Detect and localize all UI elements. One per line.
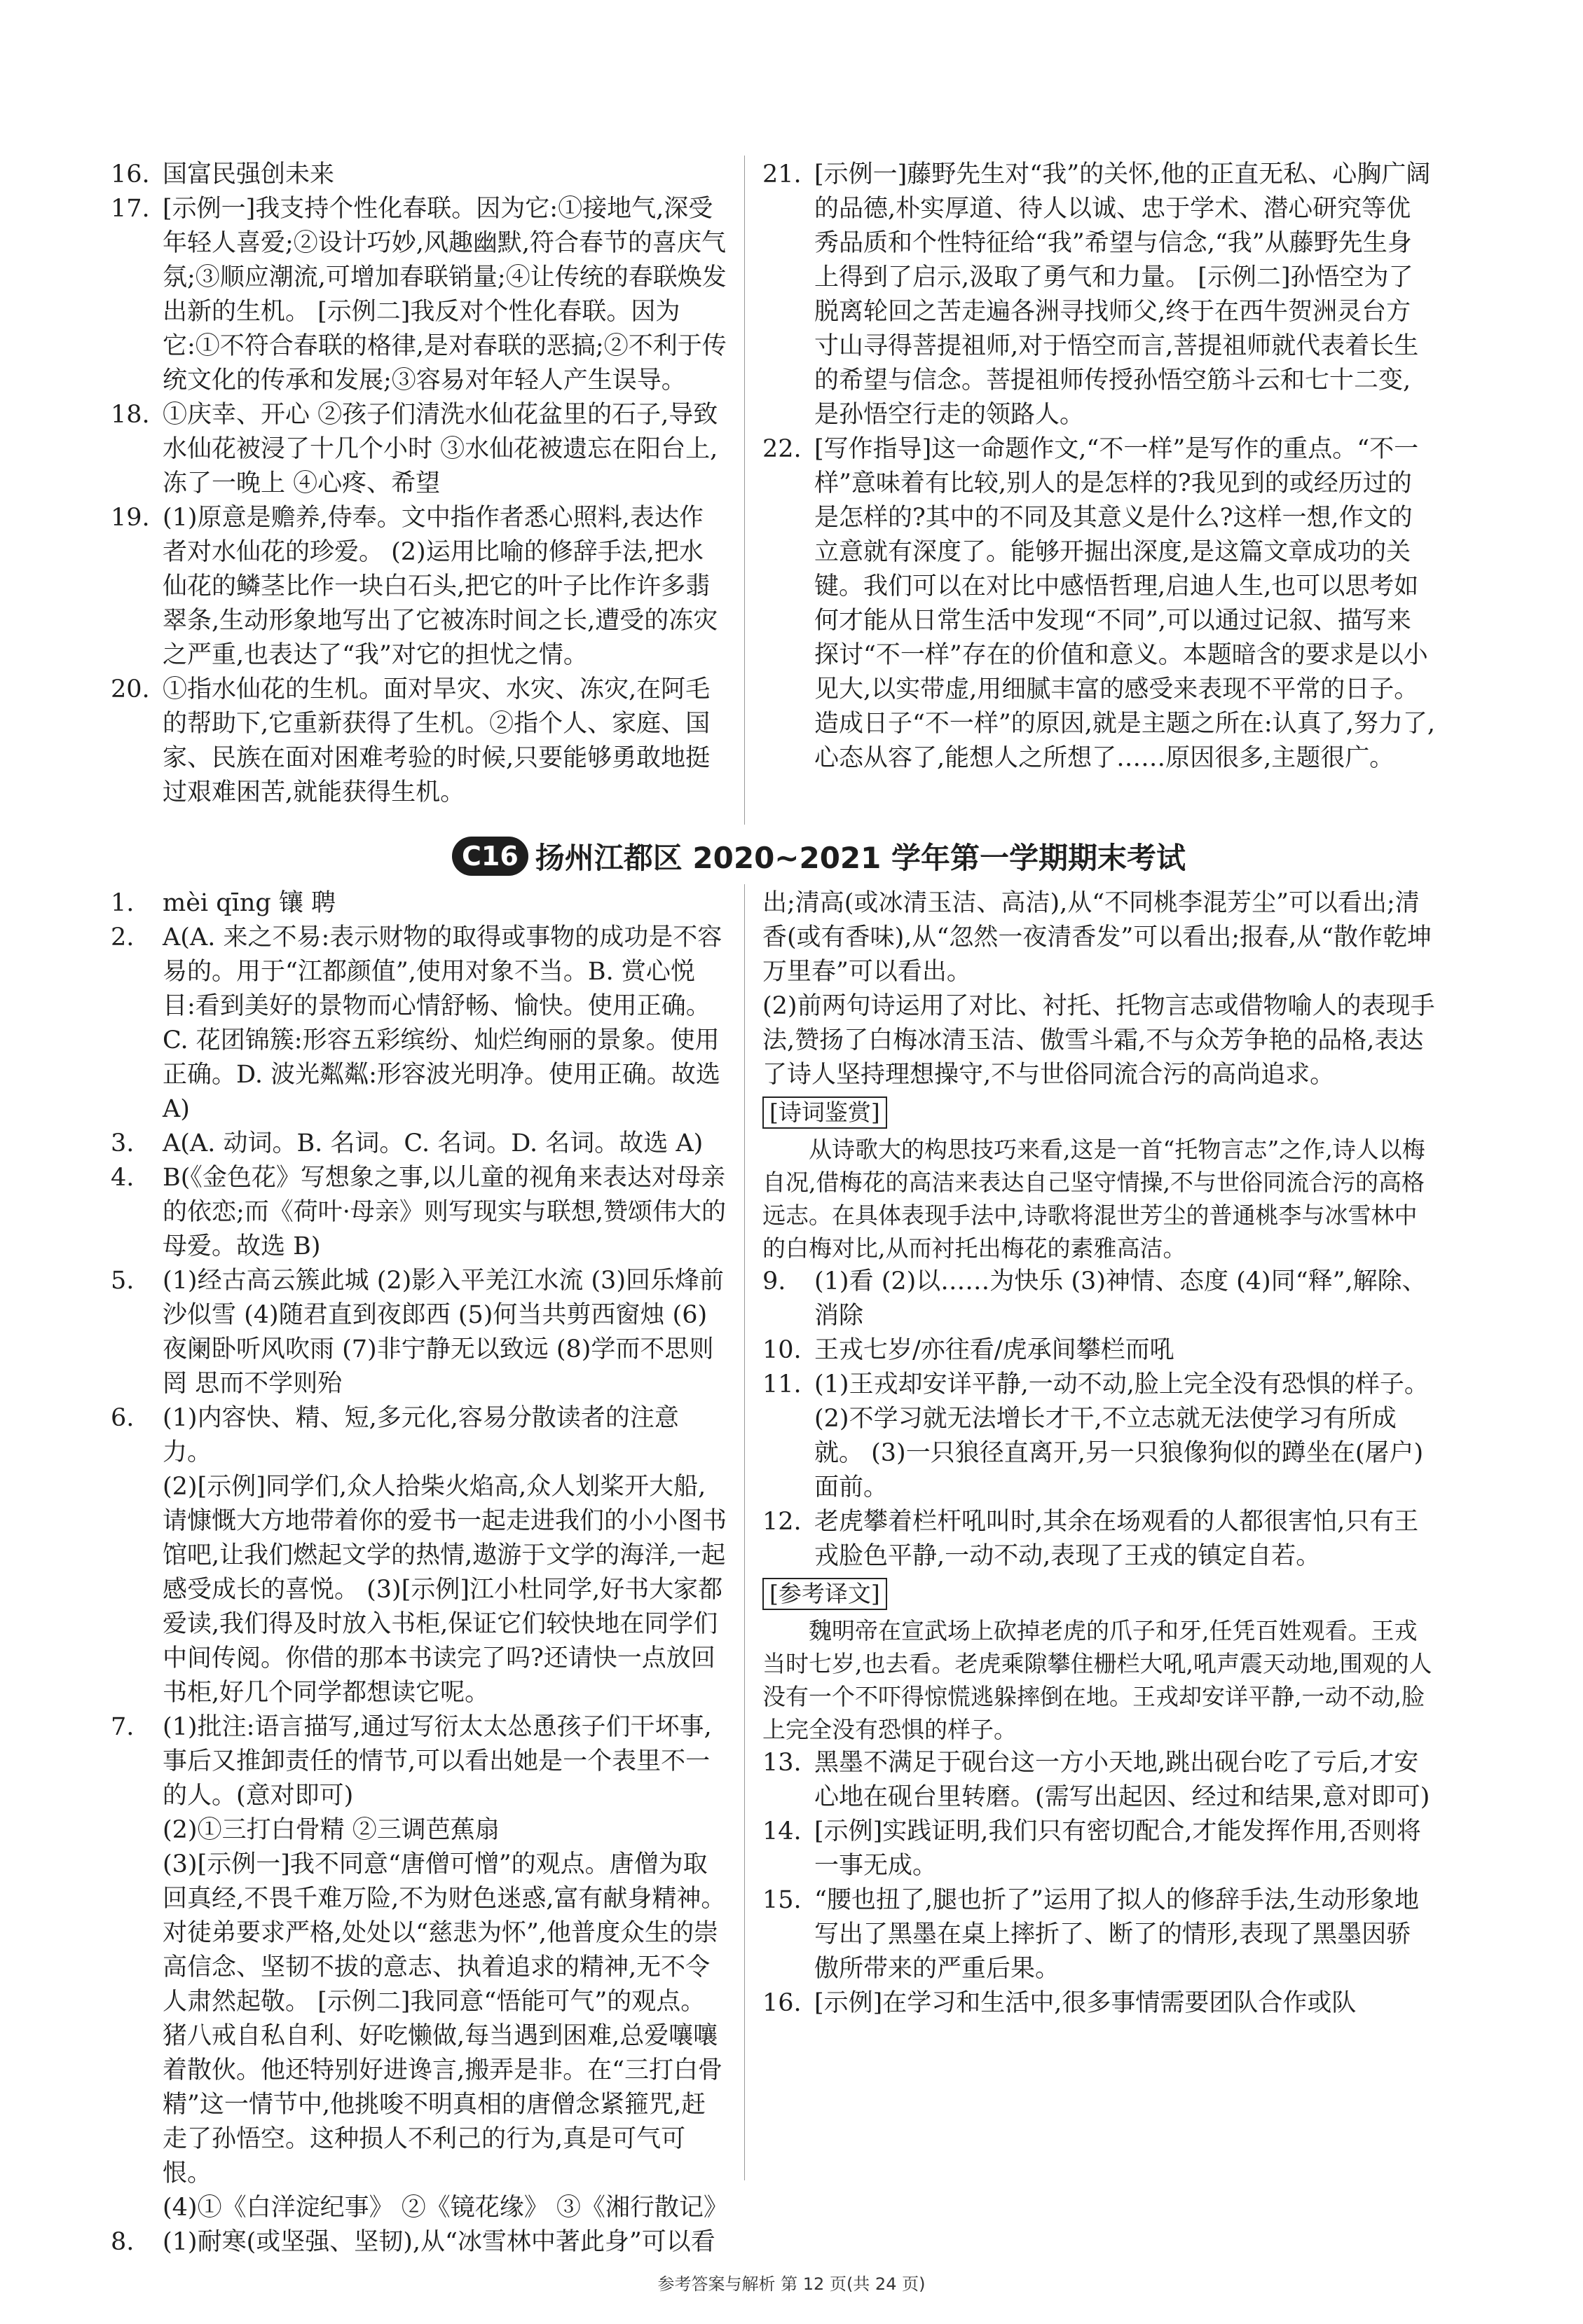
answer-text: (1)内容快、精、短,多元化,容易分散读者的注意力。 (2)[示例]同学们,众人拾柴火焰高,众人划桨开大船,请慷慨大方地带着你的爱书一起走进我们的小小图书馆吧,让我们燃起文学的热情,遨游于文学的海洋,一起感受成长的喜悦。 (3)[示例]江小杜同学,好书大家都爱读,我们得及时放入书柜,保证它们较快地在同学们中间传阅。你借的那本书读完了吗?还请快一点放回书柜,好几个同学都想读它呢。 — [163, 1404, 727, 1707]
answer-item — [111, 921, 727, 1127]
answer-item — [111, 2225, 727, 2260]
answer-number: 17. — [111, 195, 150, 223]
answer-text: mèi qīng 镶 聘 — [163, 889, 336, 917]
answer-number: 7. — [111, 1713, 135, 1741]
answer-number: 15. — [762, 1886, 802, 1914]
answer-text: 黑墨不满足于砚台这一方小天地,跳出砚台吃了亏后,才安心地在砚台里转磨。(需写出起因、经过和结果,意对即可) — [814, 1749, 1430, 1811]
answer-text: (1)耐寒(或坚强、坚韧),从“冰雪林中著此身”可以看 — [163, 2228, 715, 2256]
answer-number: 19. — [111, 504, 150, 532]
answer-item — [762, 1986, 1435, 2021]
answers-top-left — [111, 158, 727, 810]
answer-number: 9. — [762, 1267, 786, 1295]
answer-item — [111, 1401, 727, 1710]
section-badge: C16 — [452, 837, 528, 876]
answer-item — [762, 1368, 1435, 1505]
column-divider — [744, 884, 745, 2180]
answer-number: 20. — [111, 675, 150, 703]
answers-bottom-right — [762, 886, 1435, 2021]
answer-item — [762, 1883, 1435, 1986]
reference-translation-label: [参考译文] — [762, 1578, 887, 1610]
answer-text: 王戎七岁/亦往看/虎承间攀栏而吼 — [814, 1336, 1174, 1364]
answer-number: 16. — [111, 160, 150, 188]
answers-13-16 — [762, 1746, 1435, 2021]
reference-translation-text: 魏明帝在宣武场上砍掉老虎的爪子和牙,任凭百姓观看。王戎当时七岁,也去看。老虎乘隙攀住栅栏大吼,吼声震天动地,围观的人没有一个不吓得惊慌逃躲摔倒在地。王戎却安详平静,一动不动,脸上完全没有恐惧的样子。 — [762, 1617, 1432, 1743]
answer-number: 16. — [762, 1989, 802, 2017]
answer-number: 11. — [762, 1370, 802, 1398]
answer-number: 10. — [762, 1336, 802, 1364]
answer-text: ①庆幸、开心 ②孩子们清洗水仙花盆里的石子,导致水仙花被浸了十几个小时 ③水仙花被遗忘在阳台上,冻了一晚上 ④心疼、希望 — [163, 401, 718, 497]
answer-number: 1. — [111, 889, 135, 917]
answer-item — [762, 158, 1435, 432]
answers-bottom-left — [111, 886, 727, 2260]
answers-top-right — [762, 158, 1435, 776]
answer-number: 22. — [762, 435, 802, 463]
answer-text: (1)批注:语言描写,通过写衍太太怂恿孩子们干坏事,事后又推卸责任的情节,可以看出她是一个表里不一的人。(意对即可) (2)①三打白骨精 ②三调芭蕉扇 (3)[示例一]我不同意“唐僧可憎”的观点。唐僧为取回真经,不畏千难万险,不为财色迷惑,富有献身精神。对徒弟要求严格,处处以“慈悲为怀”,他普度众生的崇高信念、坚韧不拔的意志、执着追求的精神,无不令人肃然起敬。 [示例二]我同意“悟能可气”的观点。猪八戒自私自利、好吃懒做,每当遇到困难,总爱嚷嚷着散伙。他还特别好进谗言,搬弄是非。在“三打白骨精”这一情节中,他挑唆不明真相的唐僧念紧箍咒,赶走了孙悟空。这种损人不利己的行为,真是可气可恨。 (4)①《白洋淀纪事》 ②《镜花缘》 ③《湘行散记》 — [163, 1713, 728, 2222]
answer-item — [111, 158, 727, 192]
answer-item — [762, 1746, 1435, 1815]
answer-item — [111, 1161, 727, 1264]
answer-text: “腰也扭了,腿也折了”运用了拟人的修辞手法,生动形象地写出了黑墨在桌上摔折了、断了的情形,表现了黑墨因骄傲所带来的严重后果。 — [814, 1886, 1420, 1983]
answer-item — [111, 192, 727, 398]
answer-item — [762, 432, 1435, 776]
answer-text: [示例一]我支持个性化春联。因为它:①接地气,深受年轻人喜爱;②设计巧妙,风趣幽默,符合春节的喜庆气氛;③顺应潮流,可增加春联销量;④让传统的春联焕发出新的生机。 [示例二]我反对个性化春联。因为它:①不符合春联的格律,是对春联的恶搞;②不利于传统文化的传承和发展;③容易对年轻人产生误导。 — [163, 195, 727, 394]
answer-number: 12. — [762, 1508, 802, 1536]
answer-text: A(A. 动词。B. 名词。C. 名词。D. 名词。故选 A) — [163, 1129, 704, 1157]
answer-text: [示例]在学习和生活中,很多事情需要团队合作或队 — [814, 1989, 1357, 2017]
answer-text: 老虎攀着栏杆吼叫时,其余在场观看的人都很害怕,只有王戎脸色平静,一动不动,表现了王戎的镇定自若。 — [814, 1508, 1419, 1570]
page-footer: 参考答案与解析 第 12 页(共 24 页) — [657, 2274, 926, 2294]
answer-8-continued: 出;清高(或冰清玉洁、高洁),从“不同桃李混芳尘”可以看出;清香(或有香味),从“忽然一夜清香发”可以看出;报春,从“散作乾坤万里春”可以看出。 (2)前两句诗运用了对比、衬托、托物言志或借物喻人的表现手法,赞扬了白梅冰清玉洁、傲雪斗霜,不与众芳争艳的品格,表达了诗人坚持理想操守,不与世俗同流合污的高尚追求。 — [762, 889, 1435, 1089]
answer-text: A(A. 来之不易:表示财物的取得或事物的成功是不容易的。用于“江都颜值”,使用对象不当。B. 赏心悦目:看到美好的景物而心情舒畅、愉快。使用正确。C. 花团锦簇:形容五彩缤纷、灿烂绚丽的景象。使用正确。D. 波光粼粼:形容波光明净。使用正确。故选 A) — [163, 923, 728, 1123]
answers-9-12 — [762, 1265, 1435, 1574]
answer-text: [写作指导]这一命题作文,“不一样”是写作的重点。“不一样”意味着有比较,别人的是怎样的?我见到的或经历过的是怎样的?其中的不同及其意义是什么?这样一想,作文的立意就有深度了。能够开掘出深度,是这篇文章成功的关键。我们可以在对比中感悟哲理,启迪人生,也可以思考如何才能从日常生活中发现“不同”,可以通过记叙、描写来探讨“不一样”存在的价值和意义。本题暗含的要求是以小见大,以实带虚,用细腻丰富的感受来表现不平常的日子。造成日子“不一样”的原因,就是主题之所在:认真了,努力了,心态从容了,能想人之所想了……原因很多,主题很广。 — [814, 435, 1435, 772]
answer-item — [762, 1333, 1435, 1368]
answer-text: ①指水仙花的生机。面对旱灾、水灾、冻灾,在阿毛的帮助下,它重新获得了生机。②指个人、家庭、国家、民族在面对困难考验的时候,只要能够勇敢地挺过艰难困苦,就能获得生机。 — [163, 675, 711, 806]
answer-text: [示例一]藤野先生对“我”的关怀,他的正直无私、心胸广阔的品德,朴实厚道、待人以诚、忠于学术、潜心研究等优秀品质和个性特征给“我”希望与信念,“我”从藤野先生身上得到了启示,汲取了勇气和力量。 [示例二]孙悟空为了脱离轮回之苦走遍各洲寻找师父,终于在西牛贺洲灵台方寸山寻得菩提祖师,对于悟空而言,菩提祖师就代表着长生的希望与信念。菩提祖师传授孙悟空筋斗云和七十二变,是孙悟空行走的领路人。 — [814, 160, 1431, 429]
answer-text: (1)经古高云簇此城 (2)影入平羌江水流 (3)回乐烽前沙似雪 (4)随君直到夜郎西 (5)何当共剪西窗烛 (6)夜阑卧听风吹雨 (7)非宁静无以致远 (8)学而不思则罔 思而不学则殆 — [163, 1267, 724, 1398]
section-header — [452, 835, 1186, 877]
answer-number: 4. — [111, 1164, 135, 1192]
answer-item — [111, 673, 727, 810]
poem-appreciation-text: 从诗歌大的构思技巧来看,这是一首“托物言志”之作,诗人以梅自况,借梅花的高洁来表达自己坚守情操,不与世俗同流合污的高格远志。在具体表现手法中,诗歌将混世芳尘的普通桃李与冰雪林中的白梅对比,从而衬托出梅花的素雅高洁。 — [762, 1136, 1425, 1262]
column-divider — [744, 156, 745, 825]
answer-item — [762, 1505, 1435, 1574]
answer-item — [111, 1127, 727, 1161]
poem-appreciation-label: [诗词鉴赏] — [762, 1096, 887, 1129]
answer-item — [111, 1264, 727, 1401]
answer-text: (1)看 (2)以……为快乐 (3)神情、态度 (4)同“释”,解除、消除 — [814, 1267, 1427, 1330]
answer-text: [示例]实践证明,我们只有密切配合,才能发挥作用,否则将一事无成。 — [814, 1817, 1421, 1880]
answer-number: 13. — [762, 1749, 802, 1777]
answer-number: 18. — [111, 401, 150, 429]
answer-number: 8. — [111, 2228, 135, 2256]
answer-number: 5. — [111, 1267, 135, 1295]
answer-item — [111, 886, 727, 921]
answer-item — [111, 501, 727, 673]
answer-number: 14. — [762, 1817, 802, 1845]
answer-item — [762, 1265, 1435, 1333]
answer-text: (1)王戎却安详平静,一动不动,脸上完全没有恐惧的样子。 (2)不学习就无法增长才干,不立志就无法使学习有所成就。 (3)一只狼径直离开,另一只狼像狗似的蹲坐在(屠户)面前。 — [814, 1370, 1437, 1501]
answer-item — [111, 1710, 727, 2225]
answer-text: (1)原意是赡养,侍奉。文中指作者悉心照料,表达作者对水仙花的珍爱。 (2)运用比喻的修辞手法,把水仙花的鳞茎比作一块白石头,把它的叶子比作许多翡翠条,生动形象地写出了它被冻时间之长,遭受的冻灾之严重,也表达了“我”对它的担忧之情。 — [163, 504, 718, 669]
section-title: 扬州江都区 2020~2021 学年第一学期期末考试 — [535, 841, 1186, 875]
answer-item — [762, 1815, 1435, 1883]
answer-number: 6. — [111, 1404, 135, 1432]
answer-number: 21. — [762, 160, 802, 188]
answer-text: B(《金色花》写想象之事,以儿童的视角来表达对母亲的依恋;而《荷叶·母亲》则写现实与联想,赞颂伟大的母爱。故选 B) — [163, 1164, 727, 1260]
answer-number: 3. — [111, 1129, 135, 1157]
answer-text: 国富民强创未来 — [163, 160, 335, 188]
answer-item — [111, 398, 727, 501]
answer-number: 2. — [111, 923, 135, 951]
